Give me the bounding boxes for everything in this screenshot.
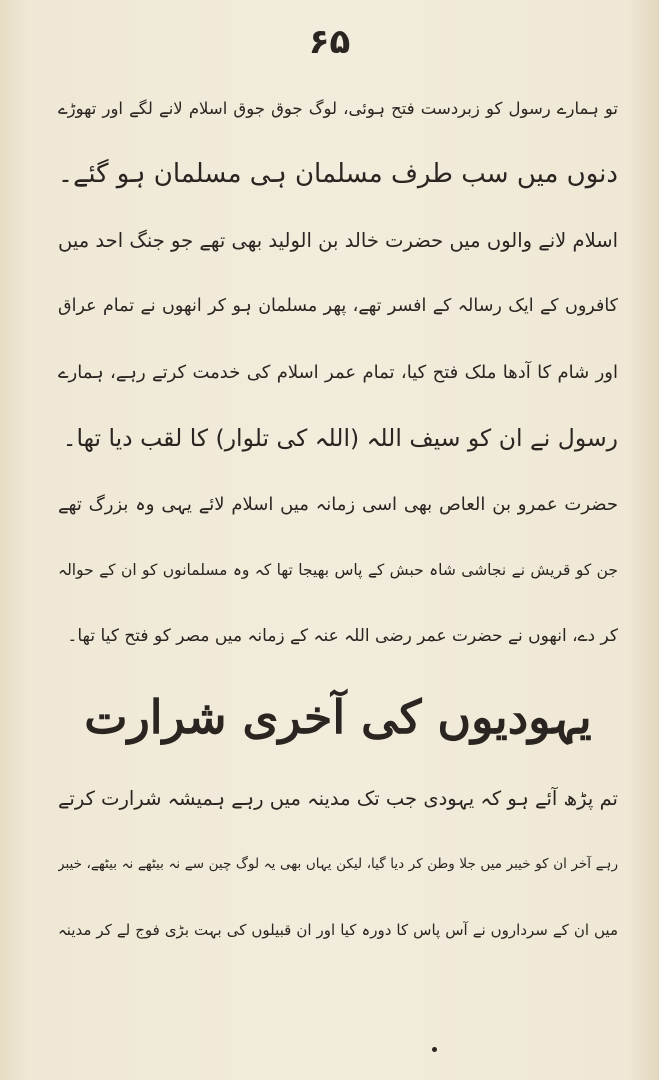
text-line: اسلام لانے والوں میں حضرت خالد بن الولید بھی تھے جو جنگ احد میں bbox=[58, 229, 618, 252]
text-line: تم پڑھ آئے ہو کہ یہودی جب تک مدینہ میں رہے ہمیشہ شرارت کرتے bbox=[58, 787, 618, 810]
text-line: حضرت عمرو بن العاص بھی اسی زمانہ میں اسلام لائے یہی وہ بزرگ تھے bbox=[58, 494, 618, 515]
page-mark bbox=[432, 1047, 437, 1052]
text-line: میں ان کے سرداروں نے آس پاس کا دورہ کیا اور ان قبیلوں کی بہت بڑی فوج لے کر مدینہ bbox=[58, 921, 618, 939]
text-line: کر دے، انھوں نے حضرت عمر رضی اللہ عنہ کے زمانہ میں مصر کو فتح کیا تھا۔ bbox=[67, 626, 618, 646]
text-line: تو ہمارے رسول کو زبردست فتح ہوئی، لوگ جوق جوق اسلام لانے لگے اور تھوڑے bbox=[58, 99, 618, 118]
text-line: کافروں کے ایک رسالہ کے افسر تھے، پھر مسلمان ہو کر انھوں نے تمام عراق bbox=[58, 296, 618, 316]
text-line: جن کو قریش نے نجاشی شاہ حبش کے پاس بھیجا تھا کہ وہ مسلمانوں کو ان کے حوالہ bbox=[58, 561, 618, 579]
page-number: ۶۵ bbox=[308, 22, 351, 62]
body-text bbox=[58, 92, 618, 980]
text-line: رہے آخر ان کو خیبر میں جلا وطن کر دیا گیا، لیکن یہاں بھی یہ لوگ چین سے نہ بیٹھے نہ بیٹھے، خیبر bbox=[58, 856, 618, 872]
text-line: دنوں میں سب طرف مسلمان ہی مسلمان ہو گئے۔ bbox=[58, 159, 618, 189]
section-heading: یہودیوں کی آخری شرارت bbox=[84, 690, 592, 744]
text-line: رسول نے ان کو سیف اللہ (اللہ کی تلوار) کا لقب دیا تھا۔ bbox=[62, 424, 618, 452]
text-line: اور شام کا آدھا ملک فتح کیا، تمام عمر اسلام کی خدمت کرتے رہے، ہمارے bbox=[58, 362, 618, 383]
